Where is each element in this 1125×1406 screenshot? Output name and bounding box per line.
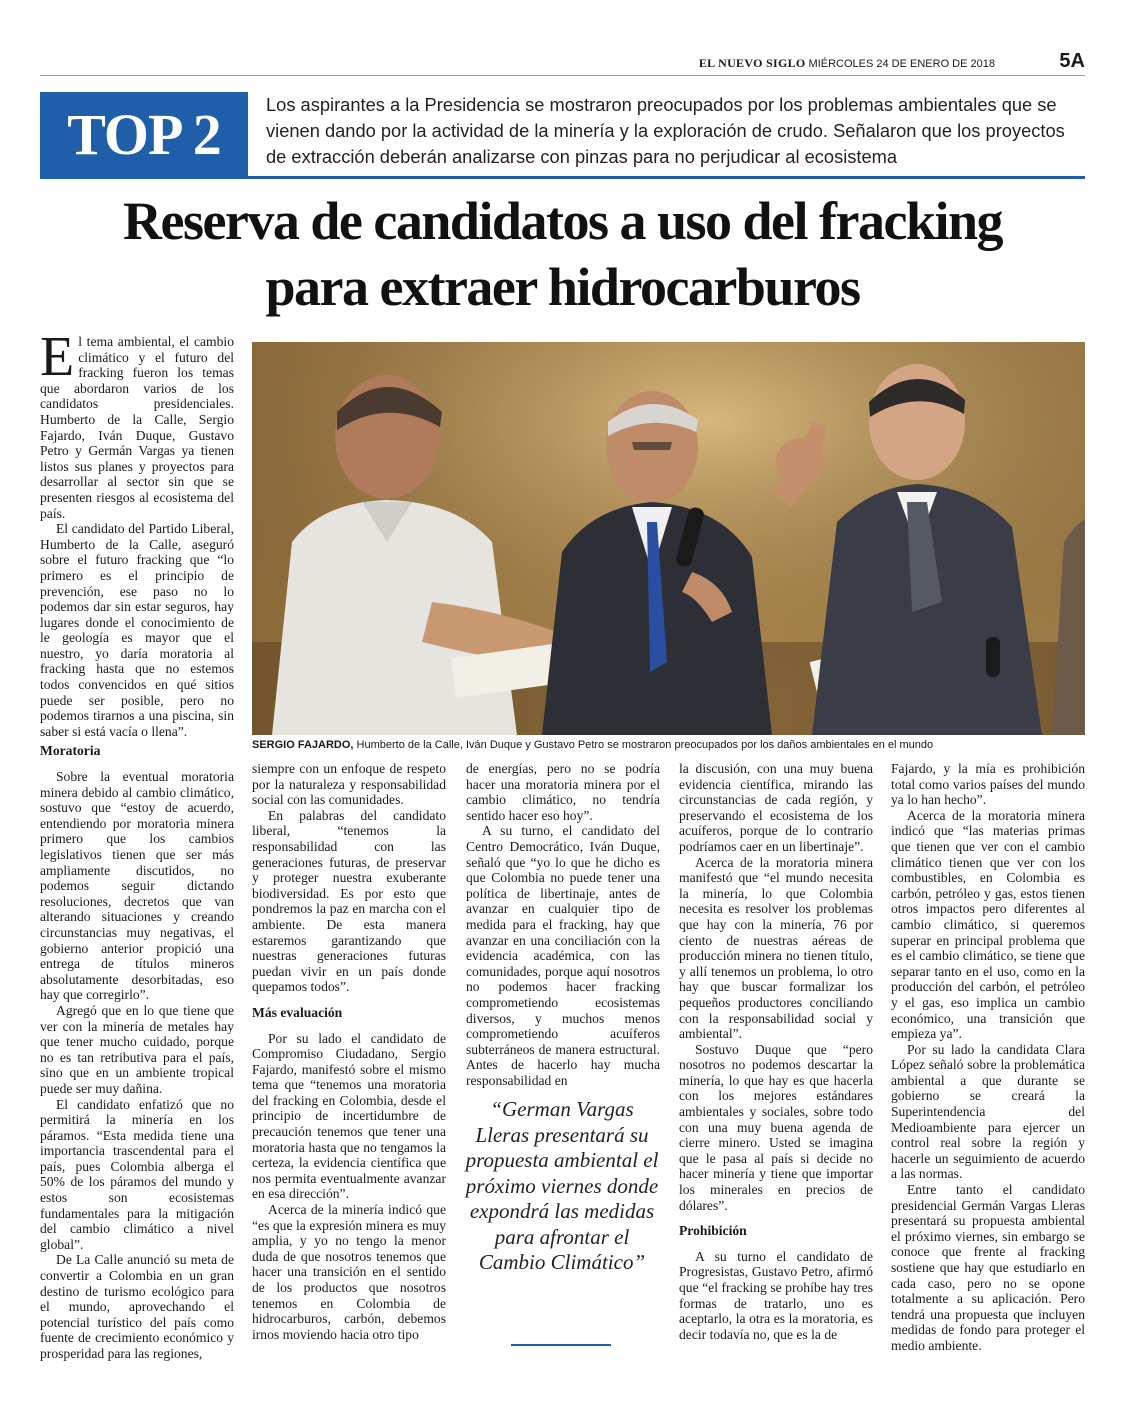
column-3 [466,761,660,1088]
column-2 [252,761,446,1342]
lead-paragraph [40,326,234,521]
section-label: TOP 2 [40,92,248,176]
paragraph: Por su lado la candidata Clara López señaló sobre la problemática ambiental a que durante se gobierno se creará la Superintendencia del Medioambiente para ejercer un control real sobre la región y hacerle un seguimiento de acuerdo a las normas. [891,1041,1085,1182]
paragraph: El candidato enfatizó que no permitirá la minería en los páramos. “Esta medida tiene una importancia trascendental para el país, pues Colombia alberga el 50% de los páramos del mundo y estos son ecosistemas fundamentales para la mitigación del cambio climático a nivel global”. [40,1096,234,1252]
article-photo [252,342,1085,735]
paragraph: Acerca de la minería indicó que “es que la expresión minera es muy amplia, y yo no tengo la menor duda de que nosotros tenemos que hacer una transición en el sentido de los productos que nosotros tenemos en Colombia de hidrocarburos, carbón, debemos irnos moviendo hacia otro tipo [252,1202,446,1342]
caption-text: Humberto de la Calle, Iván Duque y Gustavo Petro se mostraron preocupados por los daños ambientales en el mundo [353,739,934,751]
headline [40,188,1085,320]
paragraph: A su turno, el candidato del Centro Democrático, Iván Duque, señaló que “yo lo que he dicho es que Colombia no puede tener una política de libertinaje, antes de avanzar en cualquier tipo de medida para el fracking, hay que avanzar en una conciliación con la evidencia académica, con las comunidades, porque aquí nosotros no podemos hacer fracking comprometiendo ecosistemas diversos, y muchos menos comprometiendo acuíferos subterráneos de manera estructural. Antes de hacerlo hay mucha responsabilidad en [466,823,660,1088]
paragraph: En palabras del candidato liberal, “tenemos la responsabilidad con las generaciones futuras, de preservar y proteger nuestra exuberante biodiversidad. Es por esto que pondremos la paz en marcha con el ambiente. De esta manera estaremos garantizando que nuestras generaciones futuras puedan vivir en un país donde quepamos todos”. [252,807,446,995]
paragraph: siempre con un enfoque de respeto por la naturaleza y responsabilidad social con las comunidades. [252,761,446,808]
column-4 [679,761,873,1342]
photo-caption [252,739,1085,752]
publication-name: EL NUEVO SIGLO [698,56,806,70]
column-5 [891,761,1085,1354]
paragraph: Sostuvo Duque que “pero nosotros no podemos descartar la minería, lo que hay es que hacerla con los mejores estándares ambientales y sociales, sobre todo con una muy buena agenda de cierre minero. Usted se imagina que le pasa al país si decide no hacer minería y tiene que importar los minerales en precios de dólares”. [679,1041,873,1213]
drop-cap: E [40,326,75,388]
paragraph: A su turno el candidato de Progresistas, Gustavo Petro, afirmó que “el fracking se prohíbe hay tres formas de tratarlo, uno es aceptarlo, la otra es la moratoria, es decir todavía no, que es la de [679,1248,873,1342]
paragraph: Entre tanto el candidato presidencial Germán Vargas Lleras presentará su propuesta ambiental el próximo viernes, sin embargo se conoce que frente al fracking sostiene que hay que estudiarlo en cada caso, pero no se opone totalmente a su aplicación. Pero tendrá una propuesta que incluyen medidas de fondo para proteger el medio ambiente. [891,1182,1085,1353]
headline-line-1: Reserva de candidatos a uso del fracking [122,191,1002,251]
subhead-prohibicion: Prohibición [679,1223,747,1239]
column-1 [40,326,234,1362]
subhead-mas-evaluacion: Más evaluación [252,1004,343,1020]
publication-date: MIÉRCOLES 24 DE ENERO DE 2018 [808,58,995,70]
headline-line-2: para extraer hidrocarburos [265,257,860,317]
paragraph: Acerca de la moratoria minera indicó que “las materias primas que tienen que ver con el cambio climático tienen que ver con los combustibles, en Colombia es carbón, petróleo y gas, estos tienen otros impactos pero diferentes al cambio climático, si queremos superar en principal problema que es el cambio climático, se tiene que separar tanto en el uso, como en la producción del carbón, el petróleo y el gas, eso implica un cambio económico, una transición que empieza ya”. [891,807,1085,1042]
masthead [40,52,1085,74]
paragraph: Sobre la eventual moratoria minera debido al cambio climático, sostuvo que “estoy de acuerdo, entendiendo por moratoria minera primero que los cambios legislativos tienen que ser más ampliamente discutidos, no podemos seguir dictando resoluciones, decretos que van alterando situaciones y creando circunstancias muy negativas, el gobierno anterior propició una entrega de títulos mineros absolutamente desorbitadas, eso hay que corregirlo”. [40,769,234,1003]
paragraph: Fajardo, y la mía es prohibición total como varios países del mundo ya lo han hecho”. [891,761,1085,808]
paragraph: De La Calle anunció su meta de convertir a Colombia en un gran destino de turismo ecológico para el mundo, aprovechando el potencial turístico del país como fuente de crecimiento económico y prosperidad para las regiones, [40,1252,234,1361]
paragraph: Acerca de la moratoria minera manifestó que “el mundo necesita la minería, lo que Colombia necesita es resolver los problemas que hay con la minería, 76 por ciento de nuestras aéreas de producción minera no tienen título, y allí tenemos un problema, lo otro hay que buscar formalizar los pequeños productores conciliando con la responsabilidad social y ambiental”. [679,854,873,1042]
publication-line [699,56,995,71]
lead-paragraph-text: l tema ambiental, el cambio climático y el futuro del fracking fueron los temas que abordaron varios de los candidatos presidenciales. Humberto de la Calle, Sergio Fajardo, Iván Duque, Gustavo Petro y Germán Vargas ya tienen listos sus planes y proyectos para desarrollar al sector sin que se presenten riesgos al ecosistema del país. [40,334,234,521]
deck-text: Los aspirantes a la Presidencia se mostraron preocupados por los problemas ambientales que se vienen dando por la actividad de la minería y la exploración de crudo. Señalaron que los proyectos de extracción deberán analizarse con pinzas para no perjudicar al ecosistema [266,94,1065,167]
paragraph: la discusión, con una muy buena evidencia científica, mirando las circunstancias de cada región, y preservando el ecosistema de los acuíferos, porque de lo contrario podríamos caer en un libertinaje”. [679,761,873,854]
page-number: 5A [1059,50,1085,72]
pull-quote-rule [511,1344,611,1346]
paragraph: Agregó que en lo que tiene que ver con la minería de metales hay que tener mucho cuidado, porque no es tan retributiva para el país, sino que en un ambiente tropical puede ser muy dañina. [40,1002,234,1096]
paragraph: Por su lado el candidato de Compromiso Ciudadano, Sergio Fajardo, manifestó sobre el mismo tema que “tenemos una moratoria del fracking en Colombia, desde el principio de incertidumbre de precaución tenemos que tener una moratoria hasta que no tengamos la certeza, la evidencia científica que nos permita eventualmente avanzar en esa dirección”. [252,1030,446,1202]
photo-illustration [252,342,1085,735]
pull-quote: “German Vargas Lleras presentará su propuesta ambiental el próximo viernes donde expondrá las medidas para afrontar el Cambio Climático” [465,1097,659,1274]
section-rule [40,176,1085,179]
masthead-rule [40,75,1085,76]
paragraph: El candidato del Partido Liberal, Humberto de la Calle, aseguró sobre el futuro fracking que “lo primero es el principio de prevención, ese paso no lo podemos dar sin estar seguros, hay lugares donde el conocimiento de le geología es mayor que el nuestro, yo daría moratoria al fracking hasta que no estemos todos convencidos en qué sitios puede ser posible, pero no podemos tirarnos a una piscina, sin saber si está vacía o llena”. [40,521,234,739]
caption-lead: SERGIO FAJARDO, [252,739,354,751]
subhead-moratoria: Moratoria [40,743,101,759]
paragraph: de energías, pero no se podría hacer una moratoria minera por el cambio climático, no tendría sentido hacer eso hoy”. [466,761,660,823]
